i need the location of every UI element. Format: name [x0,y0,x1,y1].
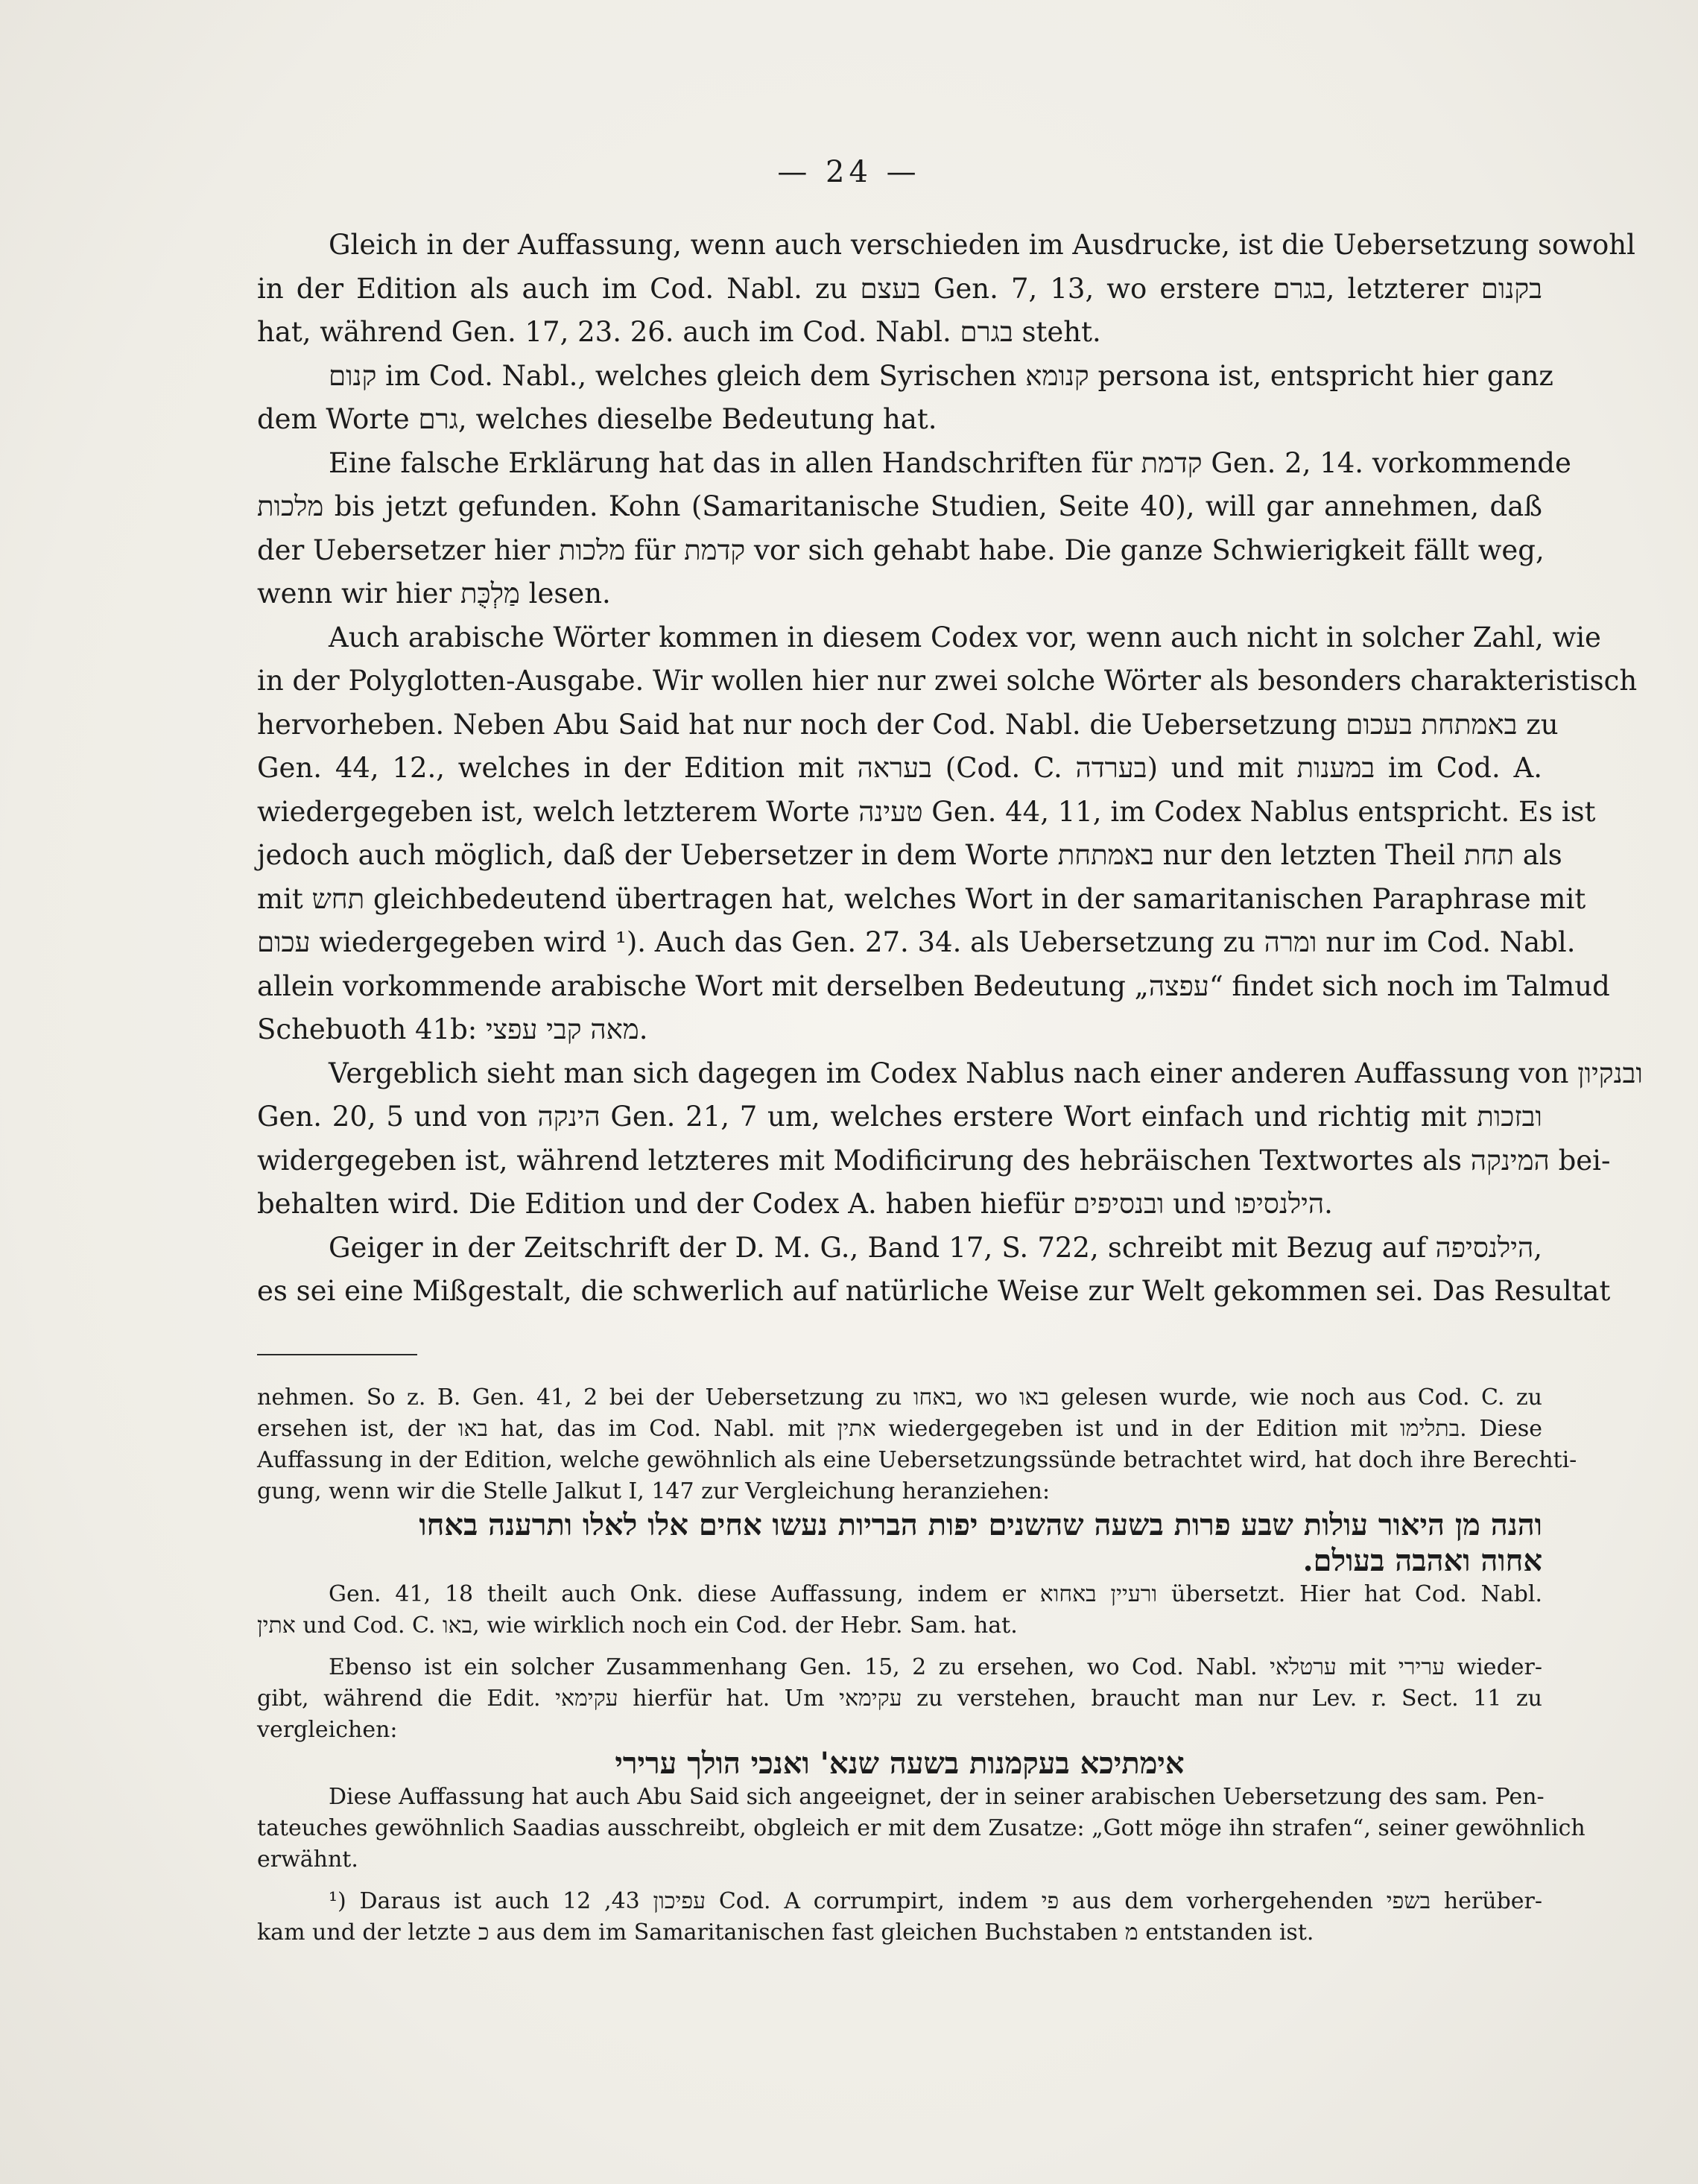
spacer [257,1876,1542,1886]
footnote-line: ersehen ist, der באו hat, das im Cod. Nabl. mit אתין wiedergegeben ist und in der Edition mit בתלימו. Diese [257,1416,1543,1442]
text-line: mit תחש gleichbedeutend übertragen hat, welches Wort in der samaritanischen Paraphrase mit [257,882,1586,915]
footnote-line: אתין und Cod. C. באו, wie wirklich noch ein Cod. der Hebr. Sam. hat. [257,1612,1018,1639]
text-line: Gen. 20, 5 und von הינקה Gen. 21, 7 um, welches erstere Wort einfach und richtig mit ובזכות [257,1101,1542,1133]
text-line: dem Worte גרם, welches dieselbe Bedeutung hat. [257,403,937,435]
footnote-line: Diese Auffassung hat auch Abu Said sich angeeignet, der in seiner arabischen Uebersetzung des sam. Pen- [329,1784,1545,1810]
text-line: hat, während Gen. 17, 23. 26. auch im Cod. Nabl. בגרם steht. [257,316,1101,348]
hebrew-quote-line: והנה מן היאור עולות שבע פרות בשעה שהשנים יפות הבריות נעשו אחים אלו לאלו ותרענה באחו [419,1507,1542,1542]
footnote-line: erwähnt. [257,1846,358,1873]
footnote-line: Gen. 41, 18 theilt auch Onk. diese Auffassung, indem er ורעיין באחוא übersetzt. Hier hat Cod. Nabl. [329,1581,1542,1607]
footnote-line: Auffassung in der Edition, welche gewöhnlich als eine Uebersetzungssünde betrachtet wird, hat doch ihre Berechti- [257,1447,1577,1473]
text-line: Gen. 44, 12., welches in der Edition mit בעראה (Cod. C. בערדה) und mit במענות im Cod. A. [257,752,1542,784]
footnote-line: vergleichen: [257,1717,398,1743]
text-line: hervorheben. Neben Abu Said hat nur noch der Cod. Nabl. die Uebersetzung באמתחת בעכום zu [257,708,1559,741]
spacer [257,1642,1542,1652]
footnote-line: Ebenso ist ein solcher Zusammenhang Gen. 15, 2 zu ersehen, wo Cod. Nabl. ערטלאי mit ערירי wieder- [329,1654,1542,1680]
text-line: קנום im Cod. Nabl., welches gleich dem Syrischen קנומא persona ist, entspricht hier ganz [329,359,1553,392]
text-line: behalten wird. Die Edition und der Codex A. haben hiefür ובנסיפים und הילנסיפו. [257,1188,1333,1220]
footnote-rule [257,1354,417,1355]
text-line: jedoch auch möglich, daß der Uebersetzer in dem Worte באמתחת nur den letzten Theil תחת als [257,839,1562,871]
page-number: — 24 — [777,155,921,189]
footnote-line: ¹) Daraus ist auch עפיכון 43, 12 Cod. A corrumpirt, indem פי aus dem vorhergehenden בשפי herüber- [329,1888,1543,1914]
footnotes [257,1382,1585,1949]
text-line: in der Edition als auch im Cod. Nabl. zu בעצם Gen. 7, 13, wo erstere בגרם, letzterer בקנום [257,272,1542,305]
text-line: in der Polyglotten-Ausgabe. Wir wollen hier nur zwei solche Wörter als besonders charakteristisch [257,665,1638,697]
text-line: Schebuoth 41b: מאה קבי עפצי. [257,1013,648,1045]
text-line: widergegeben ist, während letzteres mit Modificirung des hebräischen Textwortes als המינקה bei- [257,1144,1611,1177]
text-line: Auch arabische Wörter kommen in diesem Codex vor, wenn auch nicht in solcher Zahl, wie [329,621,1601,653]
text-line: Vergeblich sieht man sich dagegen im Codex Nablus nach einer anderen Auffassung von ובנקיון [329,1057,1643,1089]
main-text [257,224,1643,1314]
text-line: Gleich in der Auffassung, wenn auch verschieden im Ausdrucke, ist die Uebersetzung sowohl [329,229,1635,261]
footnote-line: kam und der letzte כ aus dem im Samaritanischen fast gleichen Buchstaben מ entstanden ist. [257,1919,1314,1946]
text-line: מלכות bis jetzt gefunden. Kohn (Samaritanische Studien, Seite 40), will gar annehmen, daß [257,490,1542,522]
footnote-line: tateuches gewöhnlich Saadias ausschreibt, obgleich er mit dem Zusatze: „Gott möge ihn strafen“, seiner gewöhnlich [257,1815,1585,1841]
footnote-line: nehmen. So z. B. Gen. 41, 2 bei der Uebersetzung zu באחו, wo באו gelesen wurde, wie noch aus Cod. C. zu [257,1384,1543,1411]
text-line: allein vorkommende arabische Wort mit derselben Bedeutung „עפצה“ findet sich noch im Talmud [257,969,1610,1002]
text-line: wiedergegeben ist, welch letzterem Worte טעינה Gen. 44, 11, im Codex Nablus entspricht. Es ist [257,795,1596,828]
text-line: Eine falsche Erklärung hat das in allen Handschriften für קדמת Gen. 2, 14. vorkommende [329,446,1571,479]
text-line: Geiger in der Zeitschrift der D. M. G., Band 17, S. 722, schreibt mit Bezug auf הילנסיפה, [329,1231,1542,1264]
footnote-line: gung, wenn wir die Stelle Jalkut I, 147 zur Vergleichung heranziehen: [257,1478,1051,1504]
footnote-line: gibt, während die Edit. עקימאי hierfür hat. Um עקימאי zu verstehen, braucht man nur Lev. r. Sect. 11 zu [257,1686,1543,1712]
text-line: wenn wir hier מַלְכֻּת lesen. [257,577,611,610]
hebrew-quote-line: אחוה ואהבה בעולם. [1302,1543,1542,1578]
text-line: עכום wiedergegeben wird ¹). Auch das Gen. 27. 34. als Uebersetzung zu ומרה nur im Cod. Nabl. [257,926,1576,958]
hebrew-quote-line: אימתיכא בעקמנות בשעה שנא' ואנכי הולך ערירי [615,1746,1185,1781]
text-line: es sei eine Mißgestalt, die schwerlich auf natürliche Weise zur Welt gekommen sei. Das Resultat [257,1275,1611,1307]
text-line: der Uebersetzer hier מלכות für קדמת vor sich gehabt habe. Die ganze Schwierigkeit fällt weg, [257,534,1545,566]
